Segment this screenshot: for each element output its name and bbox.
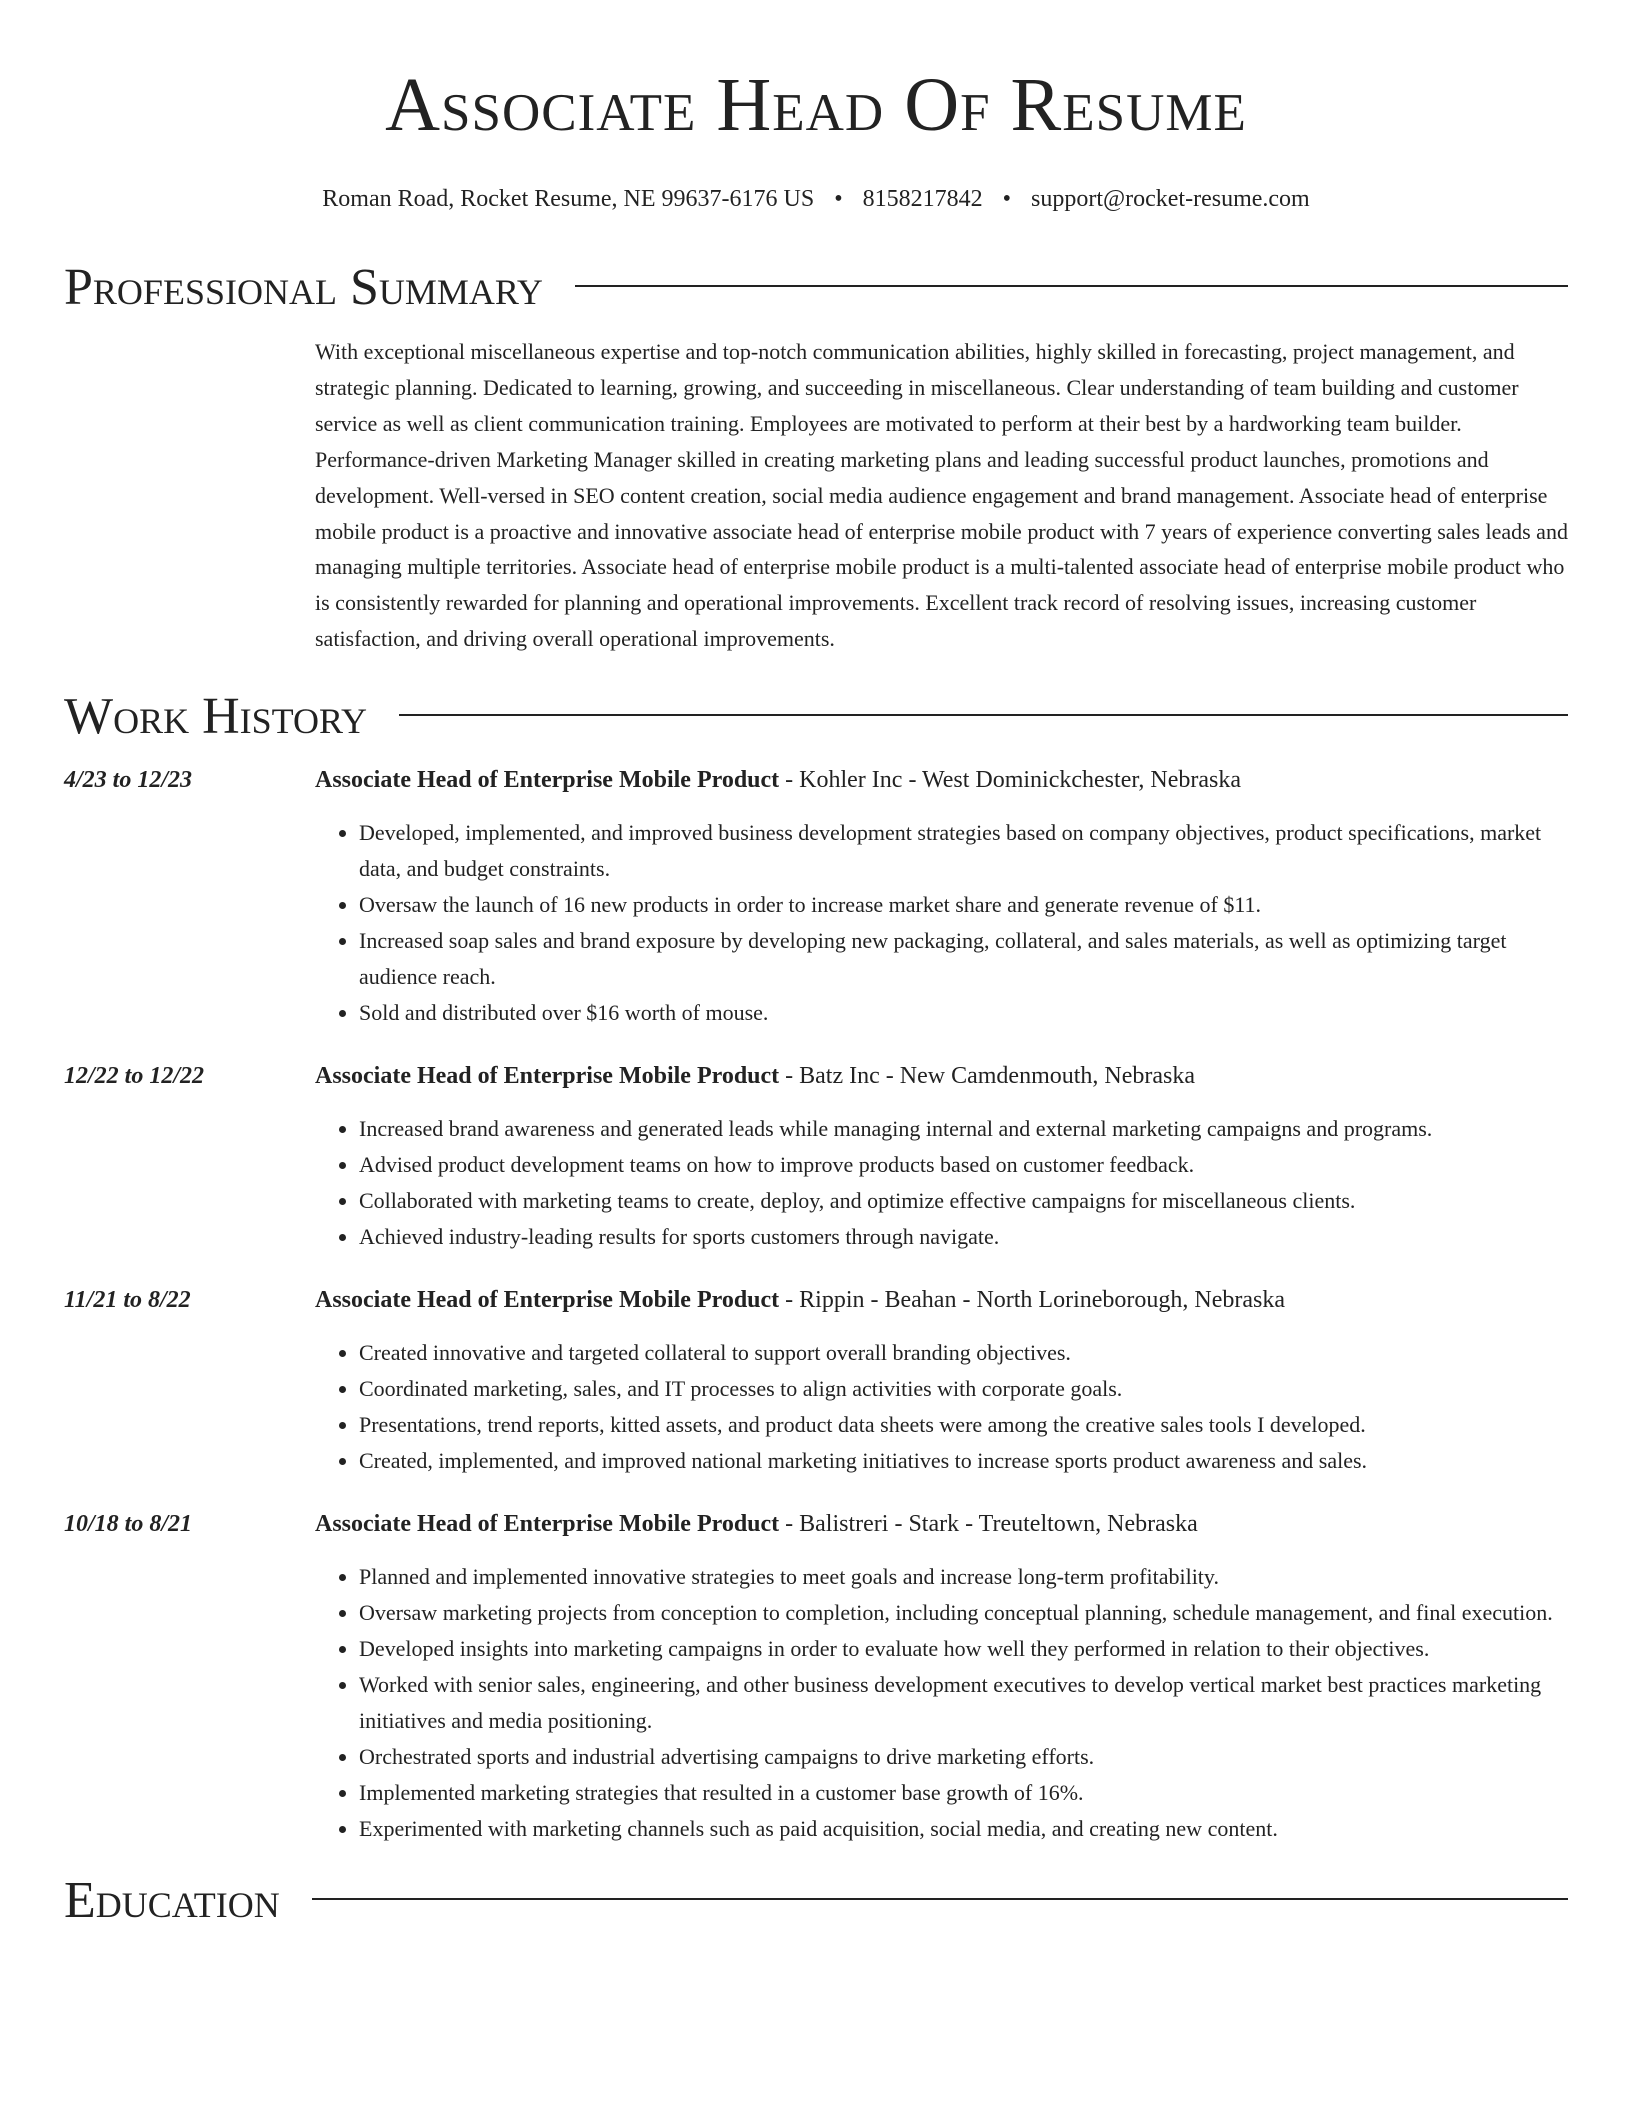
job-entry xyxy=(64,1285,1568,1479)
job-entry xyxy=(64,765,1568,1031)
job-dates: 11/21 to 8/22 xyxy=(64,1287,191,1314)
job-bullet: • Planned and implemented innovative strategies to meet goals and increase long-term profitability. xyxy=(359,1559,1568,1595)
job-bullet: • Increased soap sales and brand exposure by developing new packaging, collateral, and sales materials, as well as optimizing target audience reach. xyxy=(359,923,1568,995)
job-heading xyxy=(315,1509,1568,1539)
education-section-header xyxy=(64,1871,1568,1931)
contact-phone: 8158217842 xyxy=(862,186,983,212)
job-title: Associate Head of Enterprise Mobile Product xyxy=(315,767,780,794)
summary-title: Professional Summary xyxy=(64,259,543,316)
job-bullet: • Advised product development teams on how to improve products based on customer feedback. xyxy=(359,1147,1568,1183)
job-heading xyxy=(315,1061,1568,1091)
job-bullet: • Increased brand awareness and generated leads while managing internal and external marketing campaigns and programs. xyxy=(359,1111,1568,1147)
job-company-location: - Kohler Inc - West Dominickchester, Nebraska xyxy=(779,767,1241,794)
education-title: Education xyxy=(64,1872,280,1930)
job-entry xyxy=(64,1061,1568,1255)
work-history-title: Work History xyxy=(64,688,368,746)
job-bullet: • Experimented with marketing channels such as paid acquisition, social media, and creating new content. xyxy=(359,1811,1568,1847)
job-bullet: • Coordinated marketing, sales, and IT processes to align activities with corporate goals. xyxy=(359,1371,1568,1407)
job-bullet: • Oversaw marketing projects from conception to completion, including conceptual planning, schedule management, and final execution. xyxy=(359,1595,1568,1631)
section-divider xyxy=(312,1898,1568,1900)
job-bullet: • Collaborated with marketing teams to create, deploy, and optimize effective campaigns for miscellaneous clients. xyxy=(359,1183,1568,1219)
job-bullet: • Achieved industry-leading results for sports customers through navigate. xyxy=(359,1219,1568,1255)
section-divider xyxy=(575,285,1568,287)
job-dates: 4/23 to 12/23 xyxy=(64,767,193,794)
job-bullets xyxy=(315,1111,1568,1255)
summary-section-header xyxy=(64,258,1568,318)
job-bullet: • Developed insights into marketing campaigns in order to evaluate how well they performed in relation to their objectives. xyxy=(359,1631,1568,1667)
job-heading xyxy=(315,765,1568,795)
contact-address: Roman Road, Rocket Resume, NE 99637-6176 US xyxy=(322,186,815,212)
job-body xyxy=(315,1061,1568,1255)
job-company-location: - Balistreri - Stark - Treuteltown, Nebraska xyxy=(779,1511,1198,1538)
job-bullet: • Implemented marketing strategies that resulted in a customer base growth of 16%. xyxy=(359,1775,1568,1811)
job-title: Associate Head of Enterprise Mobile Product xyxy=(315,1063,780,1090)
job-dates: 10/18 to 8/21 xyxy=(64,1511,193,1538)
contact-email: support@rocket-resume.com xyxy=(1031,186,1310,212)
job-company-location: - Rippin - Beahan - North Lorineborough, Nebraska xyxy=(779,1287,1286,1314)
resume-name: Associate Head Of Resume xyxy=(385,63,1247,147)
work-history-list xyxy=(64,765,1568,1847)
job-bullet: • Oversaw the launch of 16 new products in order to increase market share and generate revenue of $11. xyxy=(359,887,1568,923)
job-bullet: • Sold and distributed over $16 worth of mouse. xyxy=(359,995,1568,1031)
job-heading xyxy=(315,1285,1568,1315)
job-dates: 12/22 to 12/22 xyxy=(64,1063,205,1090)
contact-separator: • xyxy=(834,186,843,212)
job-bullet: • Orchestrated sports and industrial advertising campaigns to drive marketing efforts. xyxy=(359,1739,1568,1775)
job-title: Associate Head of Enterprise Mobile Product xyxy=(315,1287,780,1314)
work-section-header xyxy=(64,687,1568,747)
job-bullets xyxy=(315,1335,1568,1479)
job-bullets xyxy=(315,815,1568,1031)
contact-separator: • xyxy=(1002,186,1012,212)
job-body xyxy=(315,765,1568,1031)
job-bullet: • Created, implemented, and improved national marketing initiatives to increase sports product awareness and sales. xyxy=(359,1443,1568,1479)
job-entry xyxy=(64,1509,1568,1847)
job-bullet: • Created innovative and targeted collateral to support overall branding objectives. xyxy=(359,1335,1568,1371)
job-body xyxy=(315,1285,1568,1479)
job-body xyxy=(315,1509,1568,1847)
summary-text: With exceptional miscellaneous expertise and top-notch communication abilities, highly skilled in forecasting, project management, and strategic planning. Dedicated to learning, growing, and succeeding in miscellaneous. Clear understanding of team building and customer service as well as client communication training. Employees are motivated to perform at their best by a hardworking team builder. Performance-driven Marketing Manager skilled in creating marketing plans and leading successful product launches, promotions and development. Well-versed in SEO content creation, social media audience engagement and brand management. Associate head of enterprise mobile product is a proactive and innovative associate head of enterprise mobile product with 7 years of experience converting sales leads and managing multiple territories. Associate head of enterprise mobile product is a multi-talented associate head of enterprise mobile product who is consistently rewarded for planning and operational improvements. Excellent track record of resolving issues, increasing customer satisfaction, and driving overall operational improvements. xyxy=(315,339,1568,652)
section-divider xyxy=(399,714,1568,716)
contact-line xyxy=(64,184,1568,214)
job-title: Associate Head of Enterprise Mobile Product xyxy=(315,1511,780,1538)
job-bullet: • Developed, implemented, and improved business development strategies based on company objectives, product specifications, market data, and budget constraints. xyxy=(359,815,1568,887)
job-company-location: - Batz Inc - New Camdenmouth, Nebraska xyxy=(779,1063,1196,1090)
job-bullet: • Presentations, trend reports, kitted assets, and product data sheets were among the creative sales tools I developed. xyxy=(359,1407,1568,1443)
job-bullet: • Worked with senior sales, engineering, and other business development executives to develop vertical market best practices marketing initiatives and media positioning. xyxy=(359,1667,1568,1739)
job-bullets xyxy=(315,1559,1568,1847)
